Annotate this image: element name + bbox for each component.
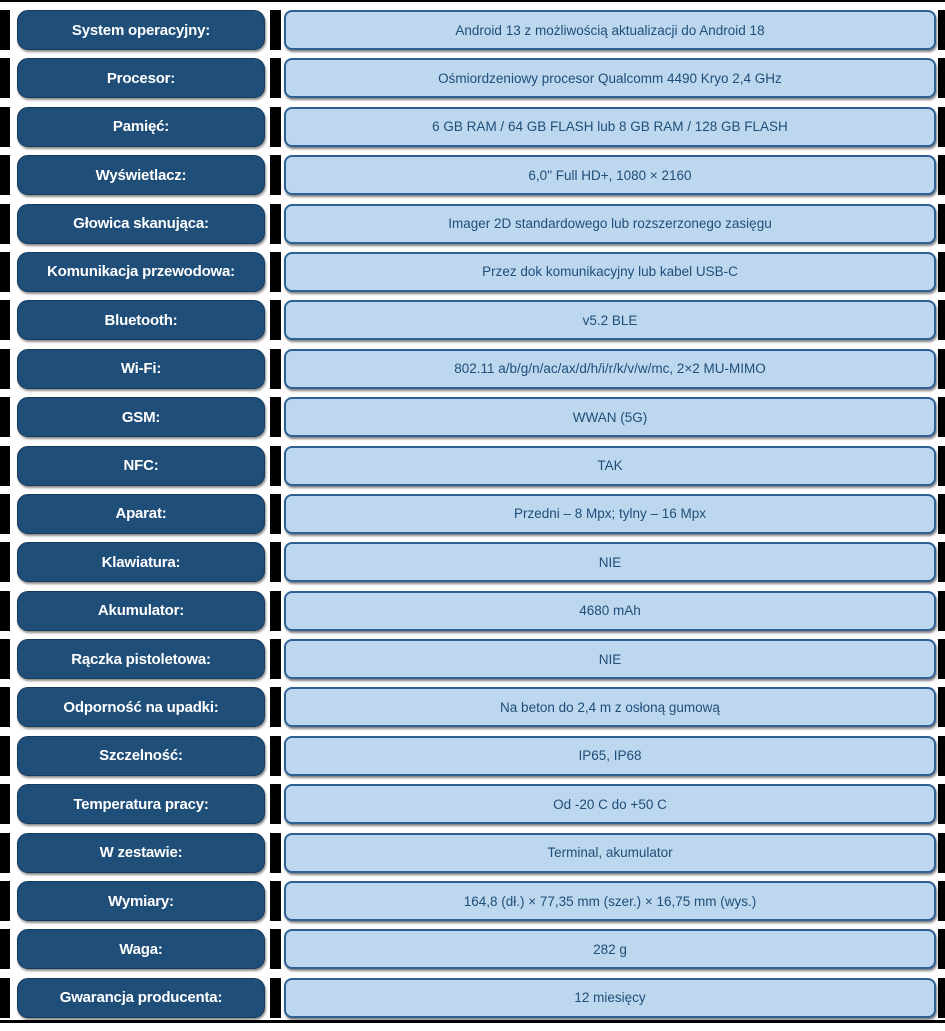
spec-value-box	[284, 107, 936, 147]
spec-value: Imager 2D standardowego lub rozszerzonego zasięgu	[448, 216, 772, 232]
spec-row	[0, 397, 945, 437]
spec-label-box	[17, 252, 265, 292]
spec-value: NIE	[598, 651, 622, 667]
column-divider-bar	[270, 58, 281, 98]
spec-value-box	[284, 736, 936, 776]
spec-value: Ośmiordzeniowy procesor Qualcomm 4490 Kryo 2,4 GHz	[438, 70, 782, 86]
right-edge-bar	[938, 929, 945, 969]
spec-label-box	[17, 881, 265, 921]
spec-label-box	[17, 397, 265, 437]
left-edge-bar	[0, 542, 10, 582]
spec-label-box	[17, 494, 265, 534]
right-edge-bar	[938, 204, 945, 244]
spec-row	[0, 252, 945, 292]
spec-value: Na beton do 2,4 m z osłoną gumową	[500, 699, 720, 715]
spec-value-box	[284, 687, 936, 727]
spec-label: W zestawie:	[99, 844, 183, 862]
column-divider-bar	[270, 10, 281, 50]
left-edge-bar	[0, 107, 10, 147]
spec-row	[0, 687, 945, 727]
right-edge-bar	[938, 591, 945, 631]
left-edge-bar	[0, 639, 10, 679]
spec-value: 802.11 a/b/g/n/ac/ax/d/h/i/r/k/v/w/mc, 2×2 MU-MIMO	[454, 361, 766, 377]
spec-value-box	[284, 591, 936, 631]
right-edge-bar	[938, 881, 945, 921]
spec-value: WWAN (5G)	[572, 409, 648, 425]
column-divider-bar	[270, 349, 281, 389]
spec-value-box	[284, 494, 936, 534]
right-edge-bar	[938, 833, 945, 873]
spec-label-box	[17, 155, 265, 195]
spec-value: Przez dok komunikacyjny lub kabel USB-C	[482, 264, 738, 280]
spec-label: Wyświetlacz:	[95, 166, 187, 184]
spec-row	[0, 736, 945, 776]
spec-label-box	[17, 107, 265, 147]
left-edge-bar	[0, 58, 10, 98]
spec-value-box	[284, 784, 936, 824]
spec-value: Android 13 z możliwością aktualizacji do Android 18	[455, 22, 765, 38]
spec-label-box	[17, 58, 265, 98]
spec-value-box	[284, 252, 936, 292]
spec-label: Odporność na upadki:	[63, 698, 219, 716]
spec-label: Bluetooth:	[104, 311, 178, 329]
left-edge-bar	[0, 204, 10, 244]
spec-value: Przedni – 8 Mpx; tylny – 16 Mpx	[513, 506, 707, 522]
spec-value-box	[284, 397, 936, 437]
left-edge-bar	[0, 10, 10, 50]
spec-value-box	[284, 10, 936, 50]
spec-row	[0, 929, 945, 969]
spec-value-box	[284, 155, 936, 195]
spec-label: Temperatura pracy:	[73, 795, 209, 813]
spec-label-box	[17, 542, 265, 582]
spec-row	[0, 784, 945, 824]
spec-row	[0, 833, 945, 873]
spec-label-box	[17, 978, 265, 1018]
column-divider-bar	[270, 833, 281, 873]
column-divider-bar	[270, 494, 281, 534]
right-edge-bar	[938, 107, 945, 147]
column-divider-bar	[270, 204, 281, 244]
right-edge-bar	[938, 397, 945, 437]
spec-row	[0, 58, 945, 98]
spec-row	[0, 881, 945, 921]
spec-label: Szczelność:	[99, 747, 183, 765]
spec-label-box	[17, 591, 265, 631]
spec-value: 12 miesięcy	[574, 990, 646, 1006]
spec-value-box	[284, 204, 936, 244]
column-divider-bar	[270, 107, 281, 147]
right-edge-bar	[938, 446, 945, 486]
spec-value: Terminal, akumulator	[547, 845, 673, 861]
spec-label: Procesor:	[106, 69, 176, 87]
spec-label: Pamięć:	[112, 118, 170, 136]
left-edge-bar	[0, 252, 10, 292]
spec-label: GSM:	[121, 408, 161, 426]
column-divider-bar	[270, 881, 281, 921]
spec-row	[0, 107, 945, 147]
spec-value-box	[284, 639, 936, 679]
spec-value: 6,0" Full HD+, 1080 × 2160	[528, 167, 692, 183]
column-divider-bar	[270, 929, 281, 969]
left-edge-bar	[0, 591, 10, 631]
spec-row	[0, 494, 945, 534]
bottom-border-line	[0, 1020, 945, 1023]
spec-row	[0, 204, 945, 244]
left-edge-bar	[0, 446, 10, 486]
column-divider-bar	[270, 542, 281, 582]
right-edge-bar	[938, 58, 945, 98]
spec-label-box	[17, 929, 265, 969]
spec-value: 4680 mAh	[579, 603, 641, 619]
left-edge-bar	[0, 978, 10, 1018]
left-edge-bar	[0, 881, 10, 921]
spec-value-box	[284, 300, 936, 340]
column-divider-bar	[270, 736, 281, 776]
spec-label: Aparat:	[115, 505, 167, 523]
column-divider-bar	[270, 397, 281, 437]
right-edge-bar	[938, 978, 945, 1018]
spec-label: Akumulator:	[97, 602, 185, 620]
spec-value-box	[284, 881, 936, 921]
spec-value-box	[284, 58, 936, 98]
right-edge-bar	[938, 542, 945, 582]
left-edge-bar	[0, 784, 10, 824]
spec-row	[0, 155, 945, 195]
right-edge-bar	[938, 784, 945, 824]
right-edge-bar	[938, 736, 945, 776]
spec-row	[0, 349, 945, 389]
spec-row	[0, 639, 945, 679]
left-edge-bar	[0, 929, 10, 969]
column-divider-bar	[270, 252, 281, 292]
right-edge-bar	[938, 349, 945, 389]
spec-label: Komunikacja przewodowa:	[47, 263, 235, 281]
spec-label: Wi-Fi:	[120, 360, 162, 378]
left-edge-bar	[0, 349, 10, 389]
column-divider-bar	[270, 446, 281, 486]
left-edge-bar	[0, 833, 10, 873]
right-edge-bar	[938, 155, 945, 195]
spec-label: Waga:	[119, 940, 163, 958]
spec-value: TAK	[597, 458, 623, 474]
spec-value: Od -20 C do +50 C	[553, 796, 667, 812]
spec-value: 164,8 (dł.) × 77,35 mm (szer.) × 16,75 mm (wys.)	[463, 893, 757, 909]
spec-label-box	[17, 10, 265, 50]
spec-label: Rączka pistoletowa:	[71, 650, 211, 668]
left-edge-bar	[0, 300, 10, 340]
spec-label-box	[17, 736, 265, 776]
left-edge-bar	[0, 736, 10, 776]
right-edge-bar	[938, 252, 945, 292]
left-edge-bar	[0, 494, 10, 534]
top-border-line	[0, 0, 945, 2]
spec-label-box	[17, 349, 265, 389]
spec-value-box	[284, 446, 936, 486]
spec-row	[0, 978, 945, 1018]
column-divider-bar	[270, 155, 281, 195]
spec-label: System operacyjny:	[71, 21, 211, 39]
spec-label-box	[17, 204, 265, 244]
spec-label-box	[17, 300, 265, 340]
spec-value: IP65, IP68	[578, 748, 642, 764]
column-divider-bar	[270, 687, 281, 727]
spec-value-box	[284, 349, 936, 389]
spec-label-box	[17, 833, 265, 873]
spec-value: v5.2 BLE	[582, 312, 638, 328]
spec-row	[0, 10, 945, 50]
spec-value: 6 GB RAM / 64 GB FLASH lub 8 GB RAM / 128 GB FLASH	[432, 119, 788, 135]
spec-label-box	[17, 784, 265, 824]
spec-value-box	[284, 929, 936, 969]
right-edge-bar	[938, 10, 945, 50]
spec-label: Klawiatura:	[101, 553, 181, 571]
spec-label-box	[17, 446, 265, 486]
spec-label-box	[17, 639, 265, 679]
spec-row	[0, 446, 945, 486]
spec-row	[0, 300, 945, 340]
column-divider-bar	[270, 978, 281, 1018]
spec-row	[0, 591, 945, 631]
spec-value: NIE	[598, 554, 622, 570]
spec-value-box	[284, 542, 936, 582]
right-edge-bar	[938, 494, 945, 534]
left-edge-bar	[0, 397, 10, 437]
spec-label: Głowica skanująca:	[73, 215, 209, 233]
column-divider-bar	[270, 300, 281, 340]
spec-value-box	[284, 833, 936, 873]
left-edge-bar	[0, 155, 10, 195]
column-divider-bar	[270, 639, 281, 679]
right-edge-bar	[938, 687, 945, 727]
spec-value-box	[284, 978, 936, 1018]
left-edge-bar	[0, 687, 10, 727]
right-edge-bar	[938, 300, 945, 340]
spec-label: Wymiary:	[108, 892, 174, 910]
column-divider-bar	[270, 784, 281, 824]
spec-row	[0, 542, 945, 582]
right-edge-bar	[938, 639, 945, 679]
spec-label: Gwarancja producenta:	[59, 989, 223, 1007]
column-divider-bar	[270, 591, 281, 631]
spec-label: NFC:	[123, 457, 159, 475]
spec-value: 282 g	[593, 941, 627, 957]
spec-label-box	[17, 687, 265, 727]
